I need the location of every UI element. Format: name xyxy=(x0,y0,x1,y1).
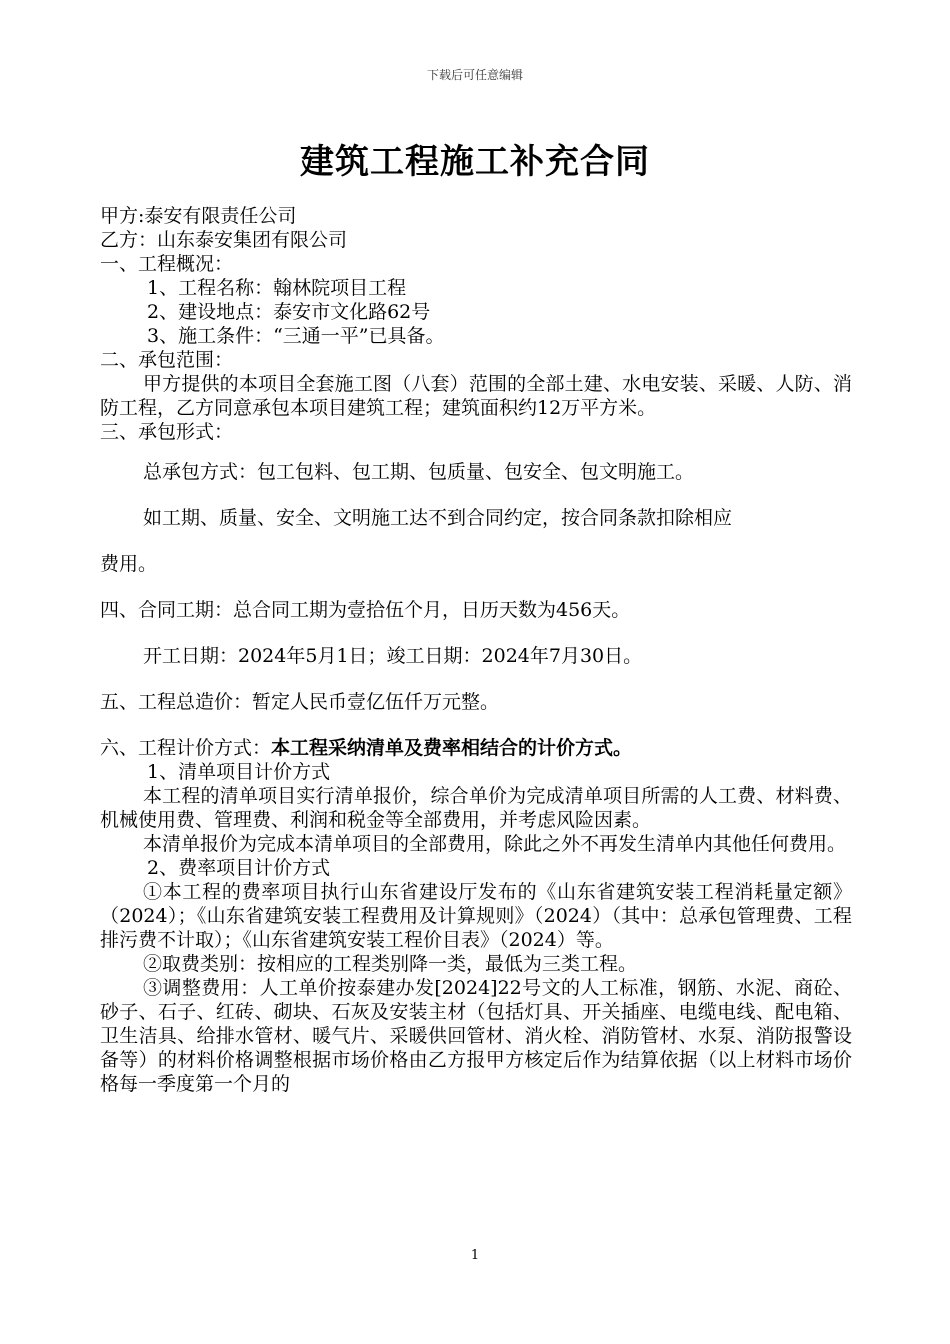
section-6-paragraph-2: 本清单报价为完成本清单项目的全部费用，除此之外不再发生清单内其他任何费用。 xyxy=(143,833,847,855)
section-6-paragraph-1: 本工程的清单项目实行清单报价，综合单价为完成清单项目所需的人工费、材料费、机械使用费、管理费、利润和税金等全部费用，并考虑风险因素。 xyxy=(100,785,852,831)
section-3-line-2: 如工期、质量、安全、文明施工达不到合同约定，按合同条款扣除相应 xyxy=(143,507,733,529)
section-3-heading: 三、承包形式： xyxy=(100,421,234,443)
section-6-paragraph-4: ②取费类别：按相应的工程类别降一类，最低为三类工程。 xyxy=(143,953,638,975)
section-1-item-3: 3、施工条件：“三通一平”已具备。 xyxy=(147,325,445,347)
section-6-paragraph-3: ①本工程的费率项目执行山东省建设厅发布的《山东省建筑安装工程消耗量定额》（2024）；《山东省建筑安装工程费用及计算规则》（2024）（其中：总承包管理费、工程排污费不计取）；《山东省建筑安装工程价目表》（2024）等。 xyxy=(100,881,852,951)
section-2-paragraph: 甲方提供的本项目全套施工图（八套）范围的全部土建、水电安装、采暖、人防、消防工程，乙方同意承包本项目建筑工程；建筑面积约12万平方米。 xyxy=(100,373,852,419)
section-4-dates: 开工日期：2024年5月1日；竣工日期：2024年7月30日。 xyxy=(143,645,643,667)
page-number: 1 xyxy=(470,1248,480,1263)
section-6-heading-bold: 本工程采纳清单及费率相结合的计价方式。 xyxy=(271,737,633,759)
section-6-sub-2: 2、费率项目计价方式 xyxy=(147,857,331,879)
section-6-paragraph-5: ③调整费用：人工单价按泰建办发[2024]22号文的人工标准，钢筋、水泥、商砼、砂子、石子、红砖、砌块、石灰及安装主材（包括灯具、开关插座、电缆电线、配电箱、卫生洁具、给排水管材、暖气片、采暖供回管材、消火栓、消防管材、水泵、消防报警设备等）的材料价格调整根据市场价格由乙方报甲方核定后作为结算依据（以上材料市场价格每一季度第一个月的 xyxy=(100,977,852,1095)
section-6-heading-prefix: 六、工程计价方式： xyxy=(100,737,272,759)
section-3-line-3: 费用。 xyxy=(100,553,158,575)
section-1-item-2: 2、建设地点：泰安市文化路62号 xyxy=(147,301,431,323)
party-a: 甲方:泰安有限责任公司 xyxy=(100,205,297,227)
section-5-heading: 五、工程总造价：暂定人民币壹亿伍仟万元整。 xyxy=(100,691,500,713)
section-1-item-1: 1、工程名称：翰林院项目工程 xyxy=(147,277,407,299)
section-4-heading: 四、合同工期：总合同工期为壹拾伍个月，日历天数为456天。 xyxy=(100,599,631,621)
section-2-heading: 二、承包范围： xyxy=(100,349,234,371)
section-6-heading xyxy=(100,736,852,760)
party-b: 乙方：山东泰安集团有限公司 xyxy=(100,229,348,251)
header-note: 下载后可任意编辑 xyxy=(426,68,523,82)
section-6-sub-1: 1、清单项目计价方式 xyxy=(147,761,331,783)
section-1-heading: 一、工程概况： xyxy=(100,253,234,275)
document-title: 建筑工程施工补充合同 xyxy=(300,142,650,182)
section-3-line-1: 总承包方式：包工包料、包工期、包质量、包安全、包文明施工。 xyxy=(143,461,695,483)
document-body xyxy=(100,204,852,1096)
